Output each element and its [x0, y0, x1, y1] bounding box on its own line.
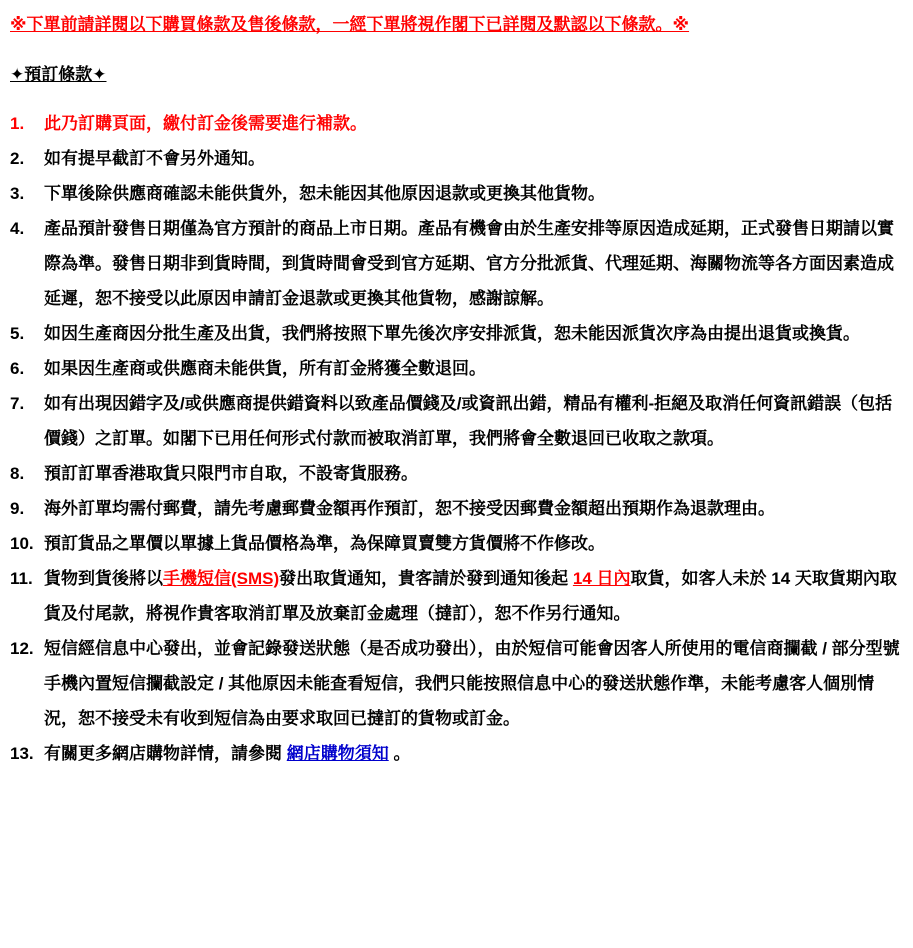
term-segment: 如因生產商因分批生產及出貨，我們將按照下單先後次序安排派貨，恕未能因派貨次序為由提出退貨或換貨。 — [44, 324, 860, 343]
term-number: 8. — [10, 464, 25, 483]
term-number: 2. — [10, 149, 25, 168]
term-segment: 貨物到貨後將以 — [44, 569, 163, 588]
term-number: 1. — [10, 114, 25, 133]
term-text — [44, 526, 901, 561]
term-text — [44, 106, 901, 141]
term-number: 4. — [10, 219, 25, 238]
term-segment: 有關更多網店購物詳情，請參閱 — [44, 744, 287, 763]
term-text — [44, 386, 901, 456]
term-segment: 如有出現因錯字及/或供應商提供錯資料以致產品價錢及/或資訊出錯，精品有權利-拒絕及取消任何資訊錯誤（包括價錢）之訂單。如閣下已用任何形式付款而被取消訂單，我們將會全數退回已收取之款項。 — [44, 394, 893, 448]
term-number: 9. — [10, 499, 25, 518]
page-title: ※下單前請詳閱以下購買條款及售後條款，一經下單將視作閣下已詳閱及默認以下條款。※ — [10, 15, 690, 34]
term-number: 3. — [10, 184, 25, 203]
term-segment: 如果因生產商或供應商未能供貨，所有訂金將獲全數退回。 — [44, 359, 486, 378]
term-text — [44, 141, 901, 176]
term-text — [44, 176, 901, 211]
section-heading: ✦預訂條款✦ — [10, 65, 107, 84]
term-text — [44, 316, 901, 351]
term-item-12 — [10, 631, 901, 736]
term-segment: 下單後除供應商確認未能供貨外，恕未能因其他原因退款或更換其他貨物。 — [44, 184, 605, 203]
term-number: 5. — [10, 324, 25, 343]
term-text — [44, 561, 901, 631]
term-item-7 — [10, 386, 901, 456]
term-number: 12. — [10, 639, 34, 658]
term-item-1 — [10, 106, 901, 141]
term-segment: 海外訂單均需付郵費，請先考慮郵費金額再作預訂，恕不接受因郵費金額超出預期作為退款理由。 — [44, 499, 775, 518]
term-item-5 — [10, 316, 901, 351]
term-text — [44, 456, 901, 491]
term-item-10 — [10, 526, 901, 561]
term-number: 6. — [10, 359, 25, 378]
term-segment: 產品預計發售日期僅為官方預計的商品上市日期。產品有機會由於生產安排等原因造成延期，正式發售日期請以實際為準。發售日期非到貨時間，到貨時間會受到官方延期、官方分批派貨、代理延期、海關物流等各方面因素造成延遲，恕不接受以此原因申請訂金退款或更換其他貨物，感謝諒解。 — [44, 219, 894, 308]
term-text — [44, 351, 901, 386]
term-item-3 — [10, 176, 901, 211]
term-text — [44, 211, 901, 316]
terms-list — [10, 106, 901, 771]
term-text — [44, 631, 901, 736]
term-item-4 — [10, 211, 901, 316]
term-item-13 — [10, 736, 901, 771]
term-segment: 。 — [388, 744, 411, 763]
store-shopping-guide-link[interactable]: 網店購物須知 — [286, 744, 389, 763]
term-number: 11. — [10, 569, 33, 588]
term-segment: 此乃訂購頁面，繳付訂金後需要進行補款。 — [44, 114, 367, 133]
term-number: 10. — [10, 534, 34, 553]
term-segment: 手機短信(SMS) — [163, 569, 280, 588]
term-segment: 取貨，如客人未於 14 天取貨期內取貨及付尾款，將視作貴客取消訂單及放棄訂金處理（撻訂），恕不作另行通知。 — [44, 569, 897, 623]
term-number: 7. — [10, 394, 25, 413]
term-text — [44, 736, 901, 771]
term-segment: 預訂訂單香港取貨只限門市自取，不設寄貨服務。 — [44, 464, 418, 483]
term-segment: 短信經信息中心發出，並會記錄發送狀態（是否成功發出），由於短信可能會因客人所使用的電信商攔截 / 部分型號手機內置短信攔截設定 / 其他原因未能查看短信，我們只能按照信息中心的發送狀態作準，未能考慮客人個別情況，恕不接受未有收到短信為由要求取回已撻訂的貨物或訂金。 — [44, 639, 900, 728]
term-segment: 14 日內 — [572, 569, 631, 588]
term-segment: 如有提早截訂不會另外通知。 — [44, 149, 265, 168]
term-item-8 — [10, 456, 901, 491]
term-item-6 — [10, 351, 901, 386]
term-item-2 — [10, 141, 901, 176]
term-segment: 預訂貨品之單價以單據上貨品價格為準，為保障買賣雙方貨價將不作修改。 — [44, 534, 605, 553]
term-number: 13. — [10, 744, 34, 763]
term-item-11 — [10, 561, 901, 631]
term-item-9 — [10, 491, 901, 526]
term-segment: 發出取貨通知，貴客請於發到通知後起 — [279, 569, 573, 588]
term-text — [44, 491, 901, 526]
